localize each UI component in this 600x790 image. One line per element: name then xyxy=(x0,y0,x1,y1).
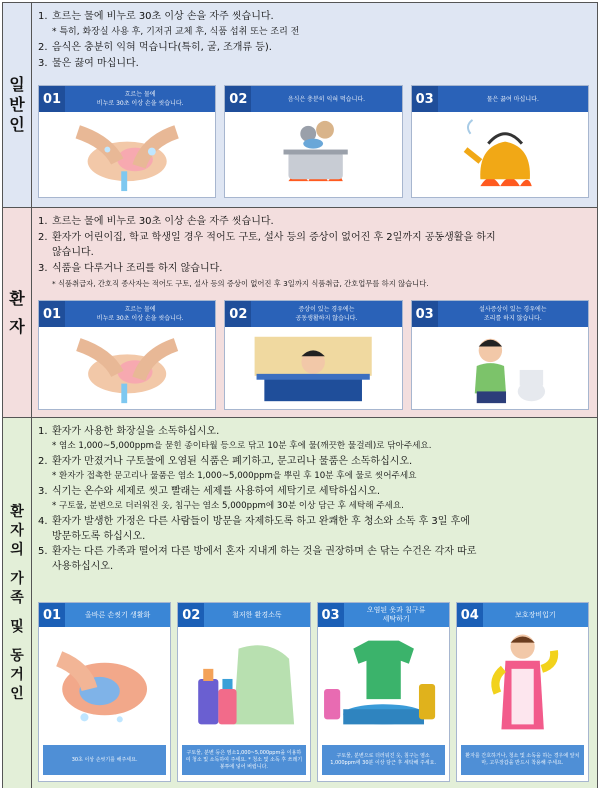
family-side-label xyxy=(3,418,32,788)
card-number: 02 xyxy=(225,86,251,112)
side-char: 거 xyxy=(10,666,24,683)
card-number: 01 xyxy=(39,86,65,112)
general-cards xyxy=(38,85,589,198)
side-char: 일 xyxy=(9,75,25,94)
guideline-note: * 구토물, 분변으로 더러워진 옷, 침구는 염소 5,000ppm에 30분 이상 담근 후 세탁해 주세요. xyxy=(52,501,404,511)
handwashing-icon xyxy=(39,112,215,197)
card-caption: 오염된 옷과 침구류 세탁하기 xyxy=(344,603,449,627)
card-caption: 음식은 충분히 익혀 먹습니다. xyxy=(251,86,401,112)
family-guidelines-list xyxy=(32,418,597,574)
guideline-note: * 식품취급자, 간호직 종사자는 적어도 구토, 설사 등의 증상이 없어진 후 3일까지 식품취급, 간호업무를 하지 않습니다. xyxy=(52,279,429,288)
item-number: 3. xyxy=(38,57,48,69)
guideline-note: * 염소 1,000~5,000ppm을 묻힌 종이타월 등으로 닦고 10분 후에 물(깨끗한 물걸레)로 닦아주세요. xyxy=(52,441,432,451)
family-cards xyxy=(38,602,589,782)
card xyxy=(38,85,216,198)
item-number: 1. xyxy=(38,426,48,437)
item-number: 1. xyxy=(38,216,48,227)
item-number: 2. xyxy=(38,231,48,243)
card xyxy=(456,602,589,782)
guideline-text-continued: 방문하도록 하십시오. xyxy=(52,531,146,542)
guideline-text: 환자가 만졌거나 구토물에 오염된 식품은 폐기하고, 문고리나 물품은 소독하십시오. xyxy=(52,456,413,467)
guideline-text-continued: 않습니다. xyxy=(52,247,94,258)
card xyxy=(317,602,450,782)
card-number: 02 xyxy=(225,301,251,327)
side-char: 및 xyxy=(10,618,24,635)
item-number: 4. xyxy=(38,516,48,527)
protective-gear-icon xyxy=(457,627,588,741)
card xyxy=(224,85,402,198)
general-public-section xyxy=(3,3,597,208)
guideline-text-continued: 사용하십시오. xyxy=(52,561,114,572)
card-caption: 보호장비입기 xyxy=(483,603,588,627)
card-footnote: 30초 이상 손씻기를 해주세요. xyxy=(43,745,166,775)
card xyxy=(224,300,402,410)
patient-guidelines-list xyxy=(32,208,597,292)
card-footnote: 환자를 간호하거나, 청소 및 소독을 하는 경우에 앞치마, 고무장갑을 반드시 착용해 주세요. xyxy=(461,745,584,775)
cleaning-supplies-icon xyxy=(178,627,309,741)
guideline-text: 환자는 다른 가족과 떨어져 다른 방에서 혼자 지내게 하는 것을 권장하며 손 닦는 수건은 각자 따로 xyxy=(52,546,477,557)
item-number: 3. xyxy=(38,486,48,497)
general-side-label xyxy=(3,3,32,207)
card xyxy=(38,300,216,410)
card-caption: 올바른 손씻기 생활화 xyxy=(65,603,170,627)
patient-cards xyxy=(38,300,589,410)
item-number: 2. xyxy=(38,456,48,467)
handwashing-icon xyxy=(39,327,215,409)
side-char: 반 xyxy=(9,95,25,114)
card-caption: 흐르는 물에 비누로 30초 이상 손을 씻습니다. xyxy=(65,301,215,327)
card-caption: 설사증상이 있는 경우에는 조리를 하지 않습니다. xyxy=(438,301,588,327)
patient-section xyxy=(3,208,597,418)
side-char: 자 xyxy=(10,522,24,539)
side-char: 의 xyxy=(10,541,24,558)
card-number: 03 xyxy=(412,86,438,112)
card-number: 04 xyxy=(457,603,483,627)
guideline-text: 식품을 다루거나 조리를 하지 않습니다. xyxy=(52,262,223,274)
card xyxy=(411,300,589,410)
card-number: 01 xyxy=(39,301,65,327)
side-char: 환 xyxy=(10,503,24,520)
guideline-text: 식기는 온수와 세제로 씻고 빨래는 세제를 사용하여 세탁기로 세탁하십시오. xyxy=(52,486,381,497)
side-char: 자 xyxy=(9,316,25,336)
guideline-text: 환자가 어린이집, 학교 학생일 경우 적어도 구토, 설사 등의 증상이 없어진 후 2일까지 공동생활을 하지 xyxy=(52,231,496,243)
card-footnote: 구토물, 분변으로 더러워진 옷, 침구는 염소1,000ppm에 30분 이상 담근 후 세탁해 주세요. xyxy=(322,745,445,775)
guideline-text: 환자가 발생한 가정은 다른 사람들이 방문을 자제하도록 하고 완쾌한 후 청소와 소독 후 3일 후에 xyxy=(52,516,470,527)
side-char: 족 xyxy=(10,589,24,606)
guideline-text: 음식은 충분히 익혀 먹습니다(특히, 굴, 조개류 등). xyxy=(52,42,272,53)
side-char: 인 xyxy=(10,685,24,702)
guideline-note: * 특히, 화장실 사용 후, 기저귀 교체 후, 식품 섭취 또는 조리 전 xyxy=(52,26,300,37)
card-number: 03 xyxy=(412,301,438,327)
item-number: 2. xyxy=(38,42,48,53)
side-char: 인 xyxy=(9,115,25,134)
guideline-text: 흐르는 물에 비누로 30초 이상 손을 자주 씻습니다. xyxy=(52,216,274,227)
guideline-text: 물은 끓여 마십니다. xyxy=(52,57,139,69)
handwashing-icon xyxy=(39,627,170,741)
card-caption: 증상이 있는 경우에는 공동생활하지 않습니다. xyxy=(251,301,401,327)
guideline-text: 환자가 사용한 화장실을 소독하십시오. xyxy=(52,426,220,437)
general-guidelines-list xyxy=(32,3,597,71)
card xyxy=(177,602,310,782)
item-number: 1. xyxy=(38,11,48,22)
boiling-kettle-icon xyxy=(412,112,588,197)
side-char: 가 xyxy=(10,570,24,587)
card-number: 02 xyxy=(178,603,204,627)
card-footnote: 구토물, 분변 등은 염소1,000~5,000ppm을 이용하여 청소 및 소독하여 주세요. * 청소 및 소독 후 쓰레기봉투에 넣어 버립니다. xyxy=(182,745,305,775)
guideline-note: * 환자가 접촉한 문고리나 물품은 염소 1,000~5,000ppm을 뿌린 후 10분 후에 물로 씻어주세요 xyxy=(52,471,417,481)
card-caption: 물은 끓여 마십니다. xyxy=(438,86,588,112)
guideline-text: 흐르는 물에 비누로 30초 이상 손을 자주 씻습니다. xyxy=(52,11,274,22)
item-number: 3. xyxy=(38,262,48,274)
side-char: 환 xyxy=(9,288,25,308)
card-caption: 철저한 환경소독 xyxy=(204,603,309,627)
cooking-pot-icon xyxy=(225,112,401,197)
side-char: 동 xyxy=(10,647,24,664)
guideline-sheet xyxy=(2,2,598,788)
card-number: 01 xyxy=(39,603,65,627)
family-section xyxy=(3,418,597,788)
card-caption: 흐르는 물에 비누로 30초 이상 손을 씻습니다. xyxy=(65,86,215,112)
card xyxy=(411,85,589,198)
sick-in-bed-icon xyxy=(225,327,401,409)
card-number: 03 xyxy=(318,603,344,627)
card xyxy=(38,602,171,782)
laundry-icon xyxy=(318,627,449,741)
item-number: 5. xyxy=(38,546,48,557)
stomachache-person-icon xyxy=(412,327,588,409)
patient-side-label xyxy=(3,208,32,417)
